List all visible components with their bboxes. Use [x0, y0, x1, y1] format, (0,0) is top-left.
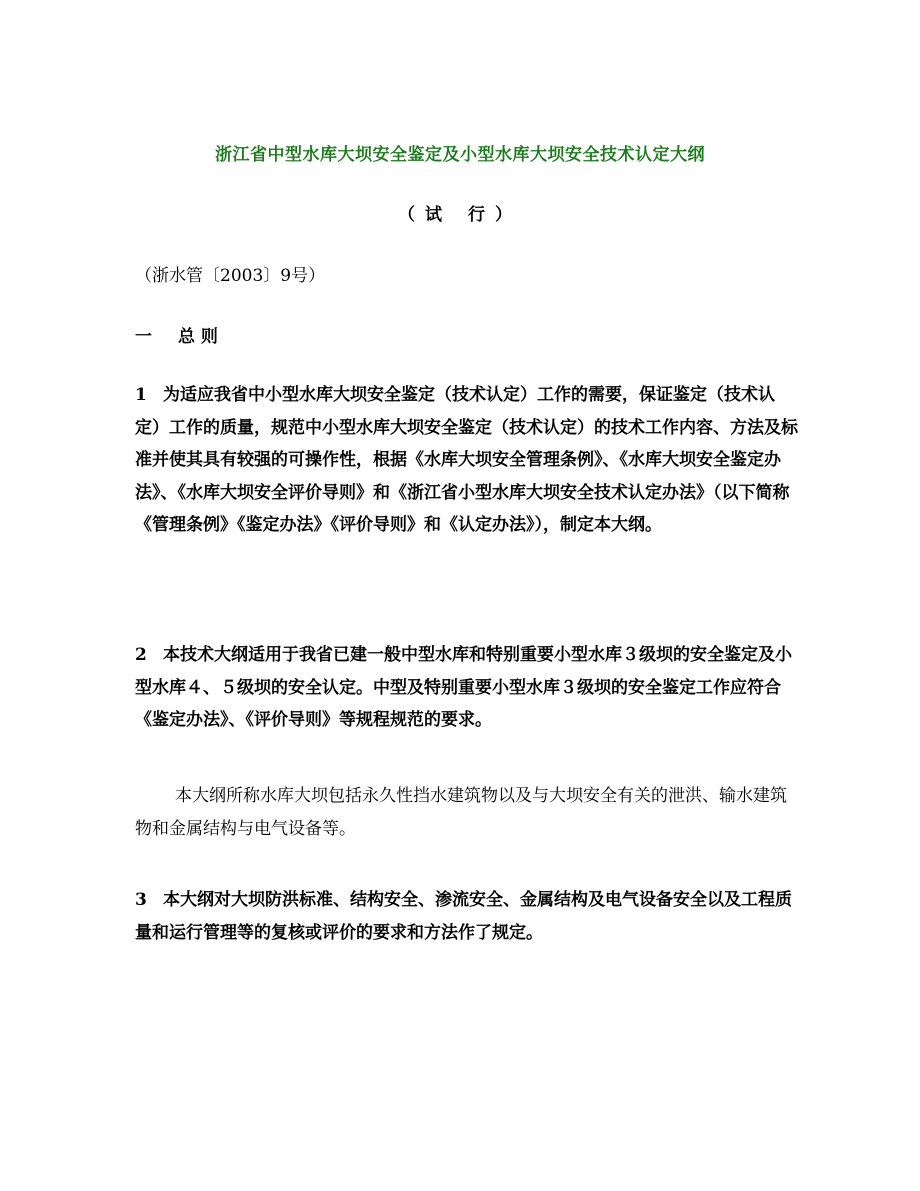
paragraph-3	[135, 884, 800, 949]
section-number: 一	[135, 327, 152, 347]
paragraph-text: 本大纲对大坝防洪标准、结构安全、渗流安全、金属结构及电气设备安全以及工程质量和运行管理等的复核或评价的要求和方法作了规定。	[135, 890, 792, 943]
document-title: 浙江省中型水库大坝安全鉴定及小型水库大坝安全技术认定大纲	[215, 145, 705, 165]
paragraph-2-note	[135, 780, 800, 845]
paragraph-1	[135, 379, 800, 542]
paragraph-number: 3	[135, 890, 147, 910]
document-number: （浙水管〔2003〕9号）	[135, 266, 326, 286]
section-title: 总 则	[178, 327, 218, 347]
section-heading	[135, 322, 244, 347]
paragraph-2	[135, 639, 800, 737]
paragraph-text: 本大纲所称水库大坝包括永久性挡水建筑物以及与大坝安全有关的泄洪、输水建筑物和金属结构与电气设备等。	[135, 786, 787, 839]
paragraph-number: 1	[135, 385, 147, 405]
paragraph-text: 为适应我省中小型水库大坝安全鉴定（技术认定）工作的需要，保证鉴定（技术认定）工作的质量，规范中小型水库大坝安全鉴定（技术认定）的技术工作内容、方法及标准并使其具有较强的可操作性，根据《水库大坝安全管理条例》、《水库大坝安全鉴定办法》、《水库大坝安全评价导则》和《浙江省小型水库大坝安全技术认定办法》（以下简称《管理条例》《鉴定办法》《评价导则》和《认定办法》），制定本大纲。	[135, 385, 798, 535]
paragraph-number: 2	[135, 645, 147, 665]
paragraph-text: 本技术大纲适用于我省已建一般中型水库和特别重要小型水库３级坝的安全鉴定及小型水库４、５级坝的安全认定。中型及特别重要小型水库３级坝的安全鉴定工作应符合《鉴定办法》、《评价导则》等规程规范的要求。	[135, 645, 792, 730]
document-subtitle: （试 行）	[398, 205, 522, 225]
